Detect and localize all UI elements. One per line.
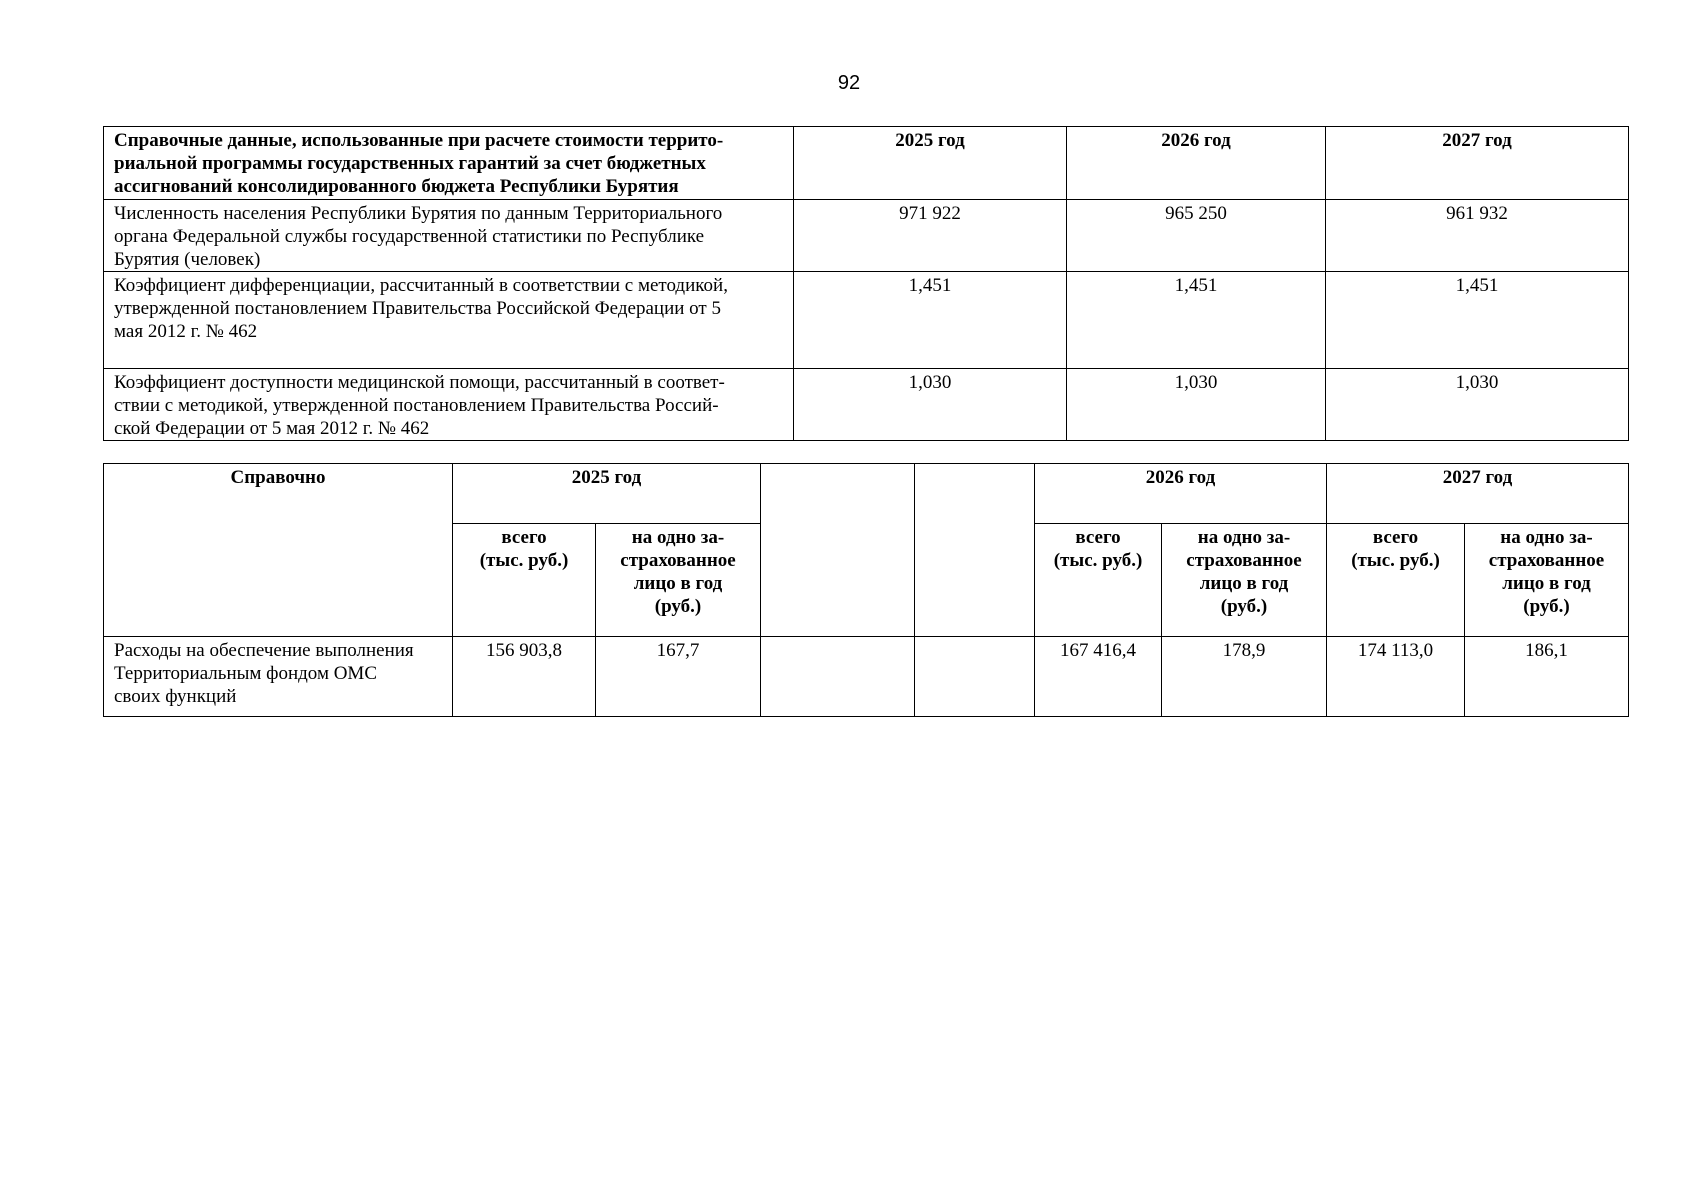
value-population-2026: 965 250 [1165, 203, 1227, 224]
value-differentiation-2026: 1,451 [1174, 275, 1218, 296]
empty-header-cell [915, 464, 1035, 637]
value-accessibility-2027: 1,030 [1455, 372, 1499, 393]
value-cell [1035, 637, 1162, 717]
header-cell-description [104, 127, 794, 200]
subheader-cell-per-person-2026 [1162, 524, 1327, 637]
value-accessibility-2025: 1,030 [908, 372, 952, 393]
row-label-cell [104, 369, 794, 441]
value-cell [1162, 637, 1327, 717]
page-number: 92 [837, 72, 861, 94]
header-description-text: Справочные данные, использованные при расчете стоимости террито- риальной программы государственных гарантий за счет бюджетных ассигнований консолидированного бюджета Республики Бурятия [114, 130, 724, 197]
header-cell-reference [104, 464, 453, 637]
table-row [104, 272, 1629, 369]
header-2027-text: 2027 год [1442, 130, 1512, 151]
value-cell [1067, 200, 1326, 272]
header-cell-2027 [1326, 127, 1629, 200]
value-differentiation-2027: 1,451 [1455, 275, 1499, 296]
header-cell-2026 [1035, 464, 1327, 524]
subheader-cell-total-2027 [1327, 524, 1465, 637]
value-cell [596, 637, 761, 717]
value-total-2026: 167 416,4 [1060, 640, 1136, 661]
table-row [104, 369, 1629, 441]
value-empty-2 [915, 637, 1034, 639]
subheader-cell-total-2025 [453, 524, 596, 637]
row-label-cell [104, 637, 453, 717]
empty-header-cell [761, 464, 915, 637]
reference-data-table [103, 126, 1629, 441]
header-cell-2026 [1067, 127, 1326, 200]
subheader-total-text: всего (тыс. руб.) [1053, 527, 1143, 571]
fund-expenses-table [103, 463, 1629, 717]
value-population-2027: 961 932 [1446, 203, 1508, 224]
value-cell [1067, 272, 1326, 369]
header-2026-text: 2026 год [1161, 130, 1231, 151]
value-cell [794, 200, 1067, 272]
value-cell [761, 637, 915, 717]
value-total-2027: 174 113,0 [1357, 640, 1434, 661]
subheader-total-text: всего (тыс. руб.) [479, 527, 569, 571]
value-cell [1326, 369, 1629, 441]
value-cell [794, 272, 1067, 369]
subheader-per-person-text: на одно за- страхованное лицо в год (руб.) [1186, 527, 1302, 617]
header-2026-text: 2026 год [1145, 467, 1216, 488]
header-2027-text: 2027 год [1442, 467, 1513, 488]
header-2025-text: 2025 год [571, 467, 642, 488]
row-label-accessibility: Коэффициент доступности медицинской помощи, рассчитанный в соответ- ствии с методикой, утвержденной постановлением Правительства Россий- ской Федерации от 5 мая 2012 г. № 462 [114, 372, 725, 439]
value-cell [794, 369, 1067, 441]
value-per-person-2025: 167,7 [656, 640, 700, 661]
row-label-cell [104, 272, 794, 369]
value-cell [1326, 272, 1629, 369]
table-row [104, 637, 1629, 717]
value-accessibility-2026: 1,030 [1174, 372, 1218, 393]
subheader-per-person-text: на одно за- страхованное лицо в год (руб.) [1488, 527, 1605, 617]
header-reference-text: Справочно [230, 467, 326, 488]
value-total-2025: 156 903,8 [486, 640, 562, 661]
table-row [104, 200, 1629, 272]
subheader-cell-per-person-2027 [1465, 524, 1629, 637]
value-per-person-2026: 178,9 [1222, 640, 1266, 661]
header-2025-text: 2025 год [895, 130, 965, 151]
value-per-person-2027: 186,1 [1525, 640, 1568, 661]
value-differentiation-2025: 1,451 [908, 275, 952, 296]
table-header-row [104, 127, 1629, 200]
value-cell [915, 637, 1035, 717]
table-header-row [104, 464, 1629, 524]
row-label-population: Численность населения Республики Бурятия по данным Территориального органа Федеральной службы государственной статистики по Республике Бурятия (человек) [114, 203, 723, 270]
value-cell [453, 637, 596, 717]
header-cell-2027 [1327, 464, 1629, 524]
row-label-cell [104, 200, 794, 272]
header-cell-2025 [453, 464, 761, 524]
header-cell-2025 [794, 127, 1067, 200]
subheader-cell-total-2026 [1035, 524, 1162, 637]
subheader-total-text: всего (тыс. руб.) [1351, 527, 1440, 571]
value-population-2025: 971 922 [899, 203, 961, 224]
value-cell [1327, 637, 1465, 717]
value-cell [1326, 200, 1629, 272]
value-cell [1067, 369, 1326, 441]
subheader-per-person-text: на одно за- страхованное лицо в год (руб.) [620, 527, 736, 617]
value-empty-1 [761, 637, 914, 639]
row-label-differentiation: Коэффициент дифференциации, рассчитанный в соответствии с методикой, утвержденной постановлением Правительства Российской Федерации от 5 мая 2012 г. № 462 [114, 275, 728, 342]
row-label-fund-expenses: Расходы на обеспечение выполнения Территориальным фондом ОМС своих функций [114, 640, 414, 707]
subheader-cell-per-person-2025 [596, 524, 761, 637]
value-cell [1465, 637, 1629, 717]
